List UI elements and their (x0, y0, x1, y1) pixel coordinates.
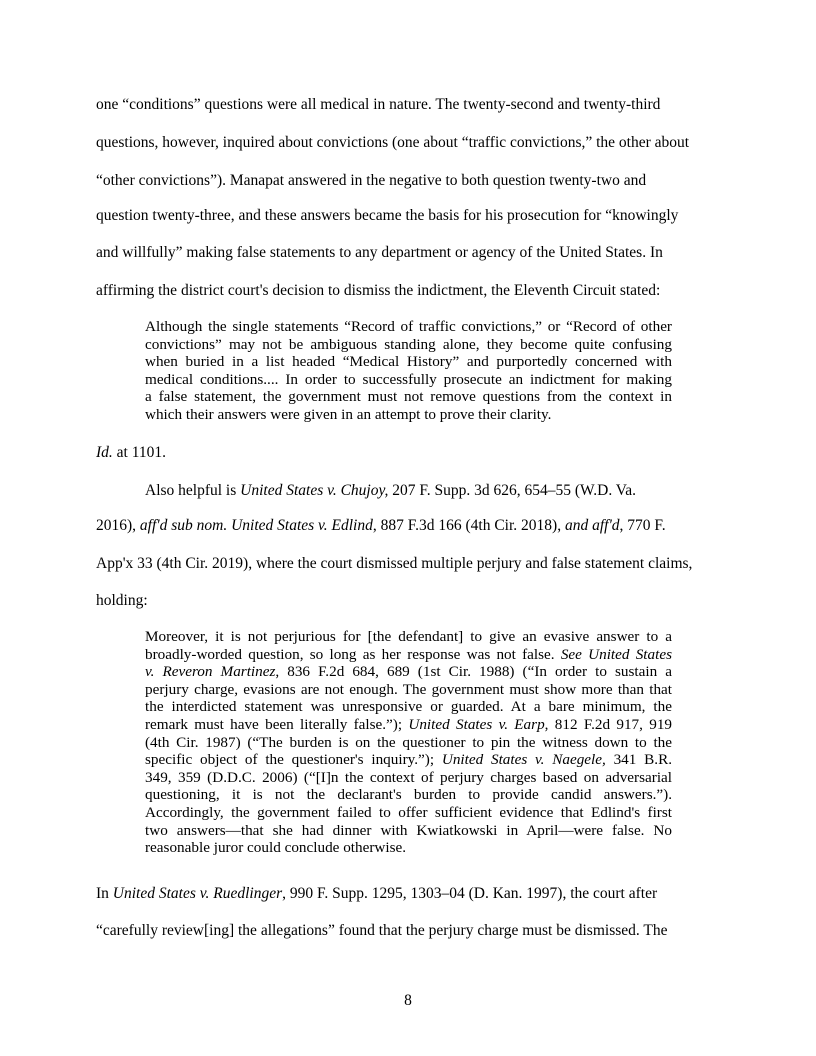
citation (96, 444, 166, 462)
quote-line: Moreover, it is not perjurious for [the defendant] to give an evasive answer to a (145, 628, 672, 645)
body-text-line (145, 482, 636, 500)
case-name: v. Reveron Martinez (145, 663, 276, 681)
quote-line: reasonable juror could conclude otherwise. (145, 839, 407, 857)
quote-line: two answers—that she had dinner with Kwiatkowski in April—were false. No (145, 821, 672, 839)
case-name: United States v. Earp (408, 715, 545, 733)
body-text-line: App'x 33 (4th Cir. 2019), where the court dismissed multiple perjury and false statement claims, (96, 555, 693, 572)
text-span: 207 F. Supp. 3d 626, 654–55 (W.D. Va. (388, 482, 637, 499)
citation-pin: at 1101. (112, 444, 167, 461)
text-span: , 990 F. Supp. 1295, 1303–04 (D. Kan. 1997), the court after (282, 885, 658, 902)
text-span: In (96, 885, 113, 902)
quote-line: 349, 359 (D.D.C. 2006) (“[I]n the context of perjury charges based on adversarial (145, 768, 672, 786)
quote-line: convictions” may not be ambiguous standing alone, they become quite confusing (145, 335, 672, 353)
quote-line: medical conditions.... In order to successfully prosecute an indictment for making (145, 370, 672, 388)
text-span: Also helpful is (145, 482, 241, 499)
body-text-line: and willfully” making false statements to any department or agency of the United States. In (96, 244, 663, 261)
quote-line: the interdicted statement was unresponsive or guarded. At a bare minimum, the (145, 698, 672, 716)
quote-line: Although the single statements “Record of traffic convictions,” or “Record of other (145, 318, 672, 335)
quote-line: (4th Cir. 1987) (“The burden is on the questioner to pin the witness down to the (145, 733, 672, 751)
quote-line: broadly-worded question, so long as her response was not false. See United States (145, 645, 672, 663)
text-span: , 770 F. (619, 517, 666, 534)
text-span: 2016), (96, 517, 140, 534)
case-name: United States v. Naegele, (441, 751, 606, 769)
quote-line: questioning, it is not the declarant's burden to provide candid answers.”). (145, 786, 672, 804)
body-text-line: one “conditions” questions were all medical in nature. The twenty-second and twenty-third (96, 96, 661, 113)
quote-line: Accordingly, the government failed to offer sufficient evidence that Edlind's first (145, 803, 672, 821)
body-text-line: question twenty-three, and these answers became the basis for his prosecution for “knowingly (96, 207, 679, 224)
signal-text: See United States (560, 645, 672, 663)
body-text-line: “other convictions”). Manapat answered in the negative to both question twenty-two and (96, 172, 647, 189)
body-text-line: affirming the district court's decision to dismiss the indictment, the Eleventh Circuit stated: (96, 282, 661, 299)
body-text-line: holding: (96, 592, 148, 609)
body-text-line (96, 517, 666, 535)
case-name: United States v. Chujoy, (240, 482, 389, 499)
quote-line: specific object of the questioner's inquiry.”); United States v. Naegele, 341 B.R. (145, 751, 672, 769)
body-text-line: “carefully review[ing] the allegations” found that the perjury charge must be dismissed. The (96, 922, 668, 939)
quote-line: when buried in a list headed “Medical History” and purportedly concerned with (145, 353, 672, 371)
text-span: , 887 F.3d 166 (4th Cir. 2018), (372, 517, 565, 534)
block-quote (145, 628, 672, 857)
page-number: 8 (404, 992, 412, 1009)
body-text-line (96, 885, 657, 903)
signal-text: and aff'd (564, 517, 620, 534)
quote-line: a false statement, the government must not remove questions from the context in (145, 388, 672, 406)
block-quote (145, 318, 672, 424)
quote-line: which their answers were given in an attempt to prove their clarity. (145, 405, 552, 423)
body-text-line: questions, however, inquired about convictions (one about “traffic convictions,” the other about (96, 134, 690, 151)
quote-line: perjury charge, evasions are not enough. The government must show more than that (145, 680, 672, 698)
citation-id: Id. (96, 444, 113, 461)
quote-line: remark must have been literally false.”); United States v. Earp, 812 F.2d 917, 919 (145, 715, 673, 733)
quote-line: v. Reveron Martinez, 836 F.2d 684, 689 (1st Cir. 1988) (“In order to sustain a (145, 663, 672, 681)
case-name: United States v. Ruedlinger (112, 885, 283, 902)
case-name: aff'd sub nom. United States v. Edlind (139, 517, 373, 534)
